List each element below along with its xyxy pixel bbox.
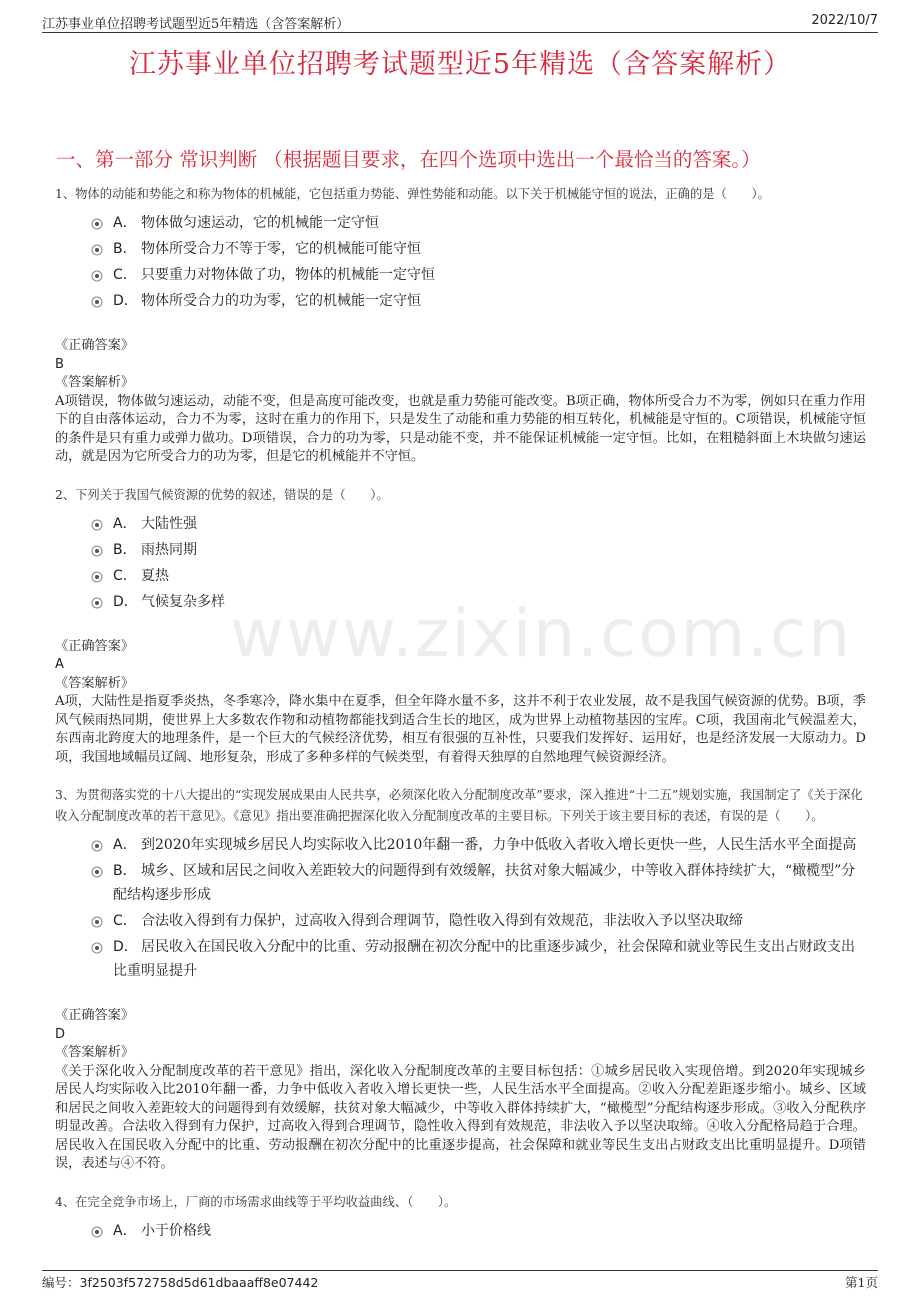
document-title: 江苏事业单位招聘考试题型近5年精选（含答案解析）	[128, 49, 792, 80]
answer-option[interactable]	[91, 211, 866, 235]
explanation-label: 《答案解析》	[55, 675, 135, 691]
radio-button-icon[interactable]	[91, 866, 103, 878]
header-doc-name: 江苏事业单位招聘考试题型近5年精选（含答案解析）	[42, 17, 350, 32]
footer-page-number: 第1页	[845, 1275, 878, 1290]
option-text: 物体所受合力的功为零，它的机械能一定守恒	[141, 293, 421, 309]
option-text: 物体做匀速运动，它的机械能一定守恒	[141, 215, 379, 231]
option-letter: D．	[113, 593, 138, 610]
answer-option[interactable]	[91, 833, 866, 857]
question-stem: 1、物体的动能和势能之和称为物体的机械能，它包括重力势能、弹性势能和动能。以下关于机械能守恒的说法，正确的是（ ）。	[55, 187, 770, 201]
radio-button-icon[interactable]	[91, 571, 103, 583]
answer-option[interactable]	[91, 538, 866, 562]
option-list	[91, 211, 866, 313]
explanation-text: 《关于深化收入分配制度改革的若干意见》指出，深化收入分配制度改革的主要目标包括：①城乡居民收入实现倍增。到2020年实现城乡居民人均实际收入比2010年翻一番，力争中低收入者收入增长更快一些，人民生活水平全面提高。②收入分配差距逐步缩小。城乡、区域和居民之间收入差距较大的问题得到有效缓解，扶贫对象大幅减少，中等收入群体持续扩大，“橄榄型”分配结构逐步形成。③收入分配秩序明显改善。合法收入得到有力保护，过高收入得到合理调节，隐性收入得到有效规范，非法收入予以坚决取缔。④收入分配格局趋于合理。居民收入在国民收入分配中的比重、劳动报酬在初次分配中的比重逐步提高，社会保障和就业等民生支出占财政支出比重明显提升。D项错误，表述与④不符。	[55, 1063, 866, 1171]
footer-doc-id: 编号：3f2503f572758d5d61dbaaaff8e07442	[42, 1275, 319, 1290]
question-item	[55, 1192, 866, 1243]
answer-option[interactable]	[91, 263, 866, 287]
radio-button-icon[interactable]	[91, 597, 103, 609]
answer-option[interactable]	[91, 512, 866, 536]
correct-answer-value: A	[55, 657, 64, 672]
option-letter: B．	[113, 241, 137, 257]
answer-option[interactable]	[91, 1219, 866, 1243]
answer-block	[55, 337, 866, 467]
option-list	[91, 1219, 866, 1243]
question-list	[55, 184, 866, 1245]
page-footer	[42, 1270, 878, 1290]
option-letter: A．	[113, 215, 137, 231]
correct-answer-label: 《正确答案》	[55, 338, 135, 353]
question-stem: 4、在完全竞争市场上，厂商的市场需求曲线等于平均收益曲线、（ ）。	[55, 1194, 457, 1209]
explanation-label: 《答案解析》	[55, 1045, 135, 1060]
question-item	[55, 184, 866, 467]
option-text: 只要重力对物体做了功，物体的机械能一定守恒	[141, 267, 435, 283]
header-date: 2022/10/7	[811, 13, 878, 28]
option-text: 小于价格线	[141, 1222, 211, 1239]
option-letter: B．	[113, 863, 137, 879]
radio-button-icon[interactable]	[91, 840, 103, 852]
correct-answer-label: 《正确答案》	[55, 638, 135, 654]
explanation-label: 《答案解析》	[55, 375, 135, 390]
radio-button-icon[interactable]	[91, 296, 103, 308]
option-letter: D．	[113, 939, 138, 955]
answer-option[interactable]	[91, 237, 866, 261]
option-text: 物体所受合力不等于零，它的机械能可能守恒	[141, 241, 421, 257]
section-heading: 一、第一部分 常识判断 （根据题目要求，在四个选项中选出一个最恰当的答案。）	[56, 148, 761, 171]
option-text: 合法收入得到有力保护，过高收入得到合理调节，隐性收入得到有效规范，非法收入予以坚决取缔	[141, 913, 743, 929]
option-text: 夏热	[141, 567, 169, 584]
radio-button-icon[interactable]	[91, 942, 103, 954]
option-text: 到2020年实现城乡居民人均实际收入比2010年翻一番，力争中低收入者收入增长更快一些，人民生活水平全面提高	[141, 837, 857, 853]
radio-button-icon[interactable]	[91, 519, 103, 531]
option-text: 城乡、区域和居民之间收入差距较大的问题得到有效缓解，扶贫对象大幅减少，中等收入群体持续扩大，“橄榄型”分配结构逐步形成	[113, 863, 856, 903]
question-stem: 3、为贯彻落实党的十八大提出的“实现发展成果由人民共享，必须深化收入分配制度改革”要求，深入推进“十二五”规划实施，我国制定了《关于深化收入分配制度改革的若干意见》。《意见》指出要准确把握深化收入分配制度改革的主要目标。下列关于该主要目标的表述，有误的是（ ）。	[55, 788, 863, 823]
option-letter: C．	[113, 567, 137, 584]
watermark: www.zixin.com.cn	[230, 595, 853, 672]
answer-option[interactable]	[91, 289, 866, 313]
correct-answer-value: B	[55, 356, 64, 372]
option-letter: B．	[113, 541, 137, 558]
option-list	[91, 833, 866, 983]
answer-option[interactable]	[91, 859, 866, 907]
radio-button-icon[interactable]	[91, 916, 103, 928]
option-letter: C．	[113, 913, 137, 929]
answer-block	[55, 1007, 866, 1174]
explanation-text: A项错误，物体做匀速运动，动能不变，但是高度可能改变，也就是重力势能可能改变。B项正确，物体所受合力不为零，例如只在重力作用下的自由落体运动，合力不为零，这时在重力的作用下，只是发生了动能和重力势能的相互转化，机械能是守恒的。C项错误，机械能守恒的条件是只有重力或弹力做功。D项错误，合力的功为零，只是动能不变，并不能保证机械能一定守恒。比如，在粗糙斜面上木块做匀速运动，就是因为它所受合力的功为零，但是它的机械能并不守恒。	[55, 393, 866, 464]
question-item	[55, 785, 866, 1174]
explanation-text: A项，大陆性是指夏季炎热，冬季寒冷，降水集中在夏季，但全年降水量不多，这并不利于农业发展，故不是我国气候资源的优势。B项，季风气候雨热同期，使世界上大多数农作物和动植物都能找到适合生长的地区，成为世界上动植物基因的宝库。C项，我国南北气候温差大，东西南北跨度大的地理条件，是一个巨大的气候经济优势，相互有很强的互补性，只要我们发挥好、运用好，也是经济发展一大原动力。D项，我国地域幅员辽阔、地形复杂，形成了多种多样的气候类型，有着得天独厚的自然地理气候资源经济。	[55, 694, 866, 765]
option-text: 气候复杂多样	[141, 593, 225, 610]
option-text: 雨热同期	[141, 541, 197, 558]
question-stem: 2、下列关于我国气候资源的优势的叙述，错误的是（ ）。	[55, 487, 389, 502]
answer-option[interactable]	[91, 935, 866, 983]
option-text: 大陆性强	[141, 515, 197, 532]
option-letter: A．	[113, 515, 137, 532]
radio-button-icon[interactable]	[91, 244, 103, 256]
radio-button-icon[interactable]	[91, 545, 103, 557]
radio-button-icon[interactable]	[91, 218, 103, 230]
option-text: 居民收入在国民收入分配中的比重、劳动报酬在初次分配中的比重逐步减少，社会保障和就业等民生支出占财政支出比重明显提升	[113, 939, 855, 979]
radio-button-icon[interactable]	[91, 1226, 103, 1238]
radio-button-icon[interactable]	[91, 270, 103, 282]
correct-answer-label: 《正确答案》	[55, 1008, 135, 1023]
option-letter: D．	[113, 293, 138, 309]
option-letter: A．	[113, 1222, 137, 1239]
option-letter: C．	[113, 267, 137, 283]
correct-answer-value: D	[55, 1026, 66, 1042]
option-letter: A．	[113, 837, 137, 853]
page-header	[42, 10, 878, 33]
answer-option[interactable]	[91, 909, 866, 933]
answer-option[interactable]	[91, 564, 866, 588]
